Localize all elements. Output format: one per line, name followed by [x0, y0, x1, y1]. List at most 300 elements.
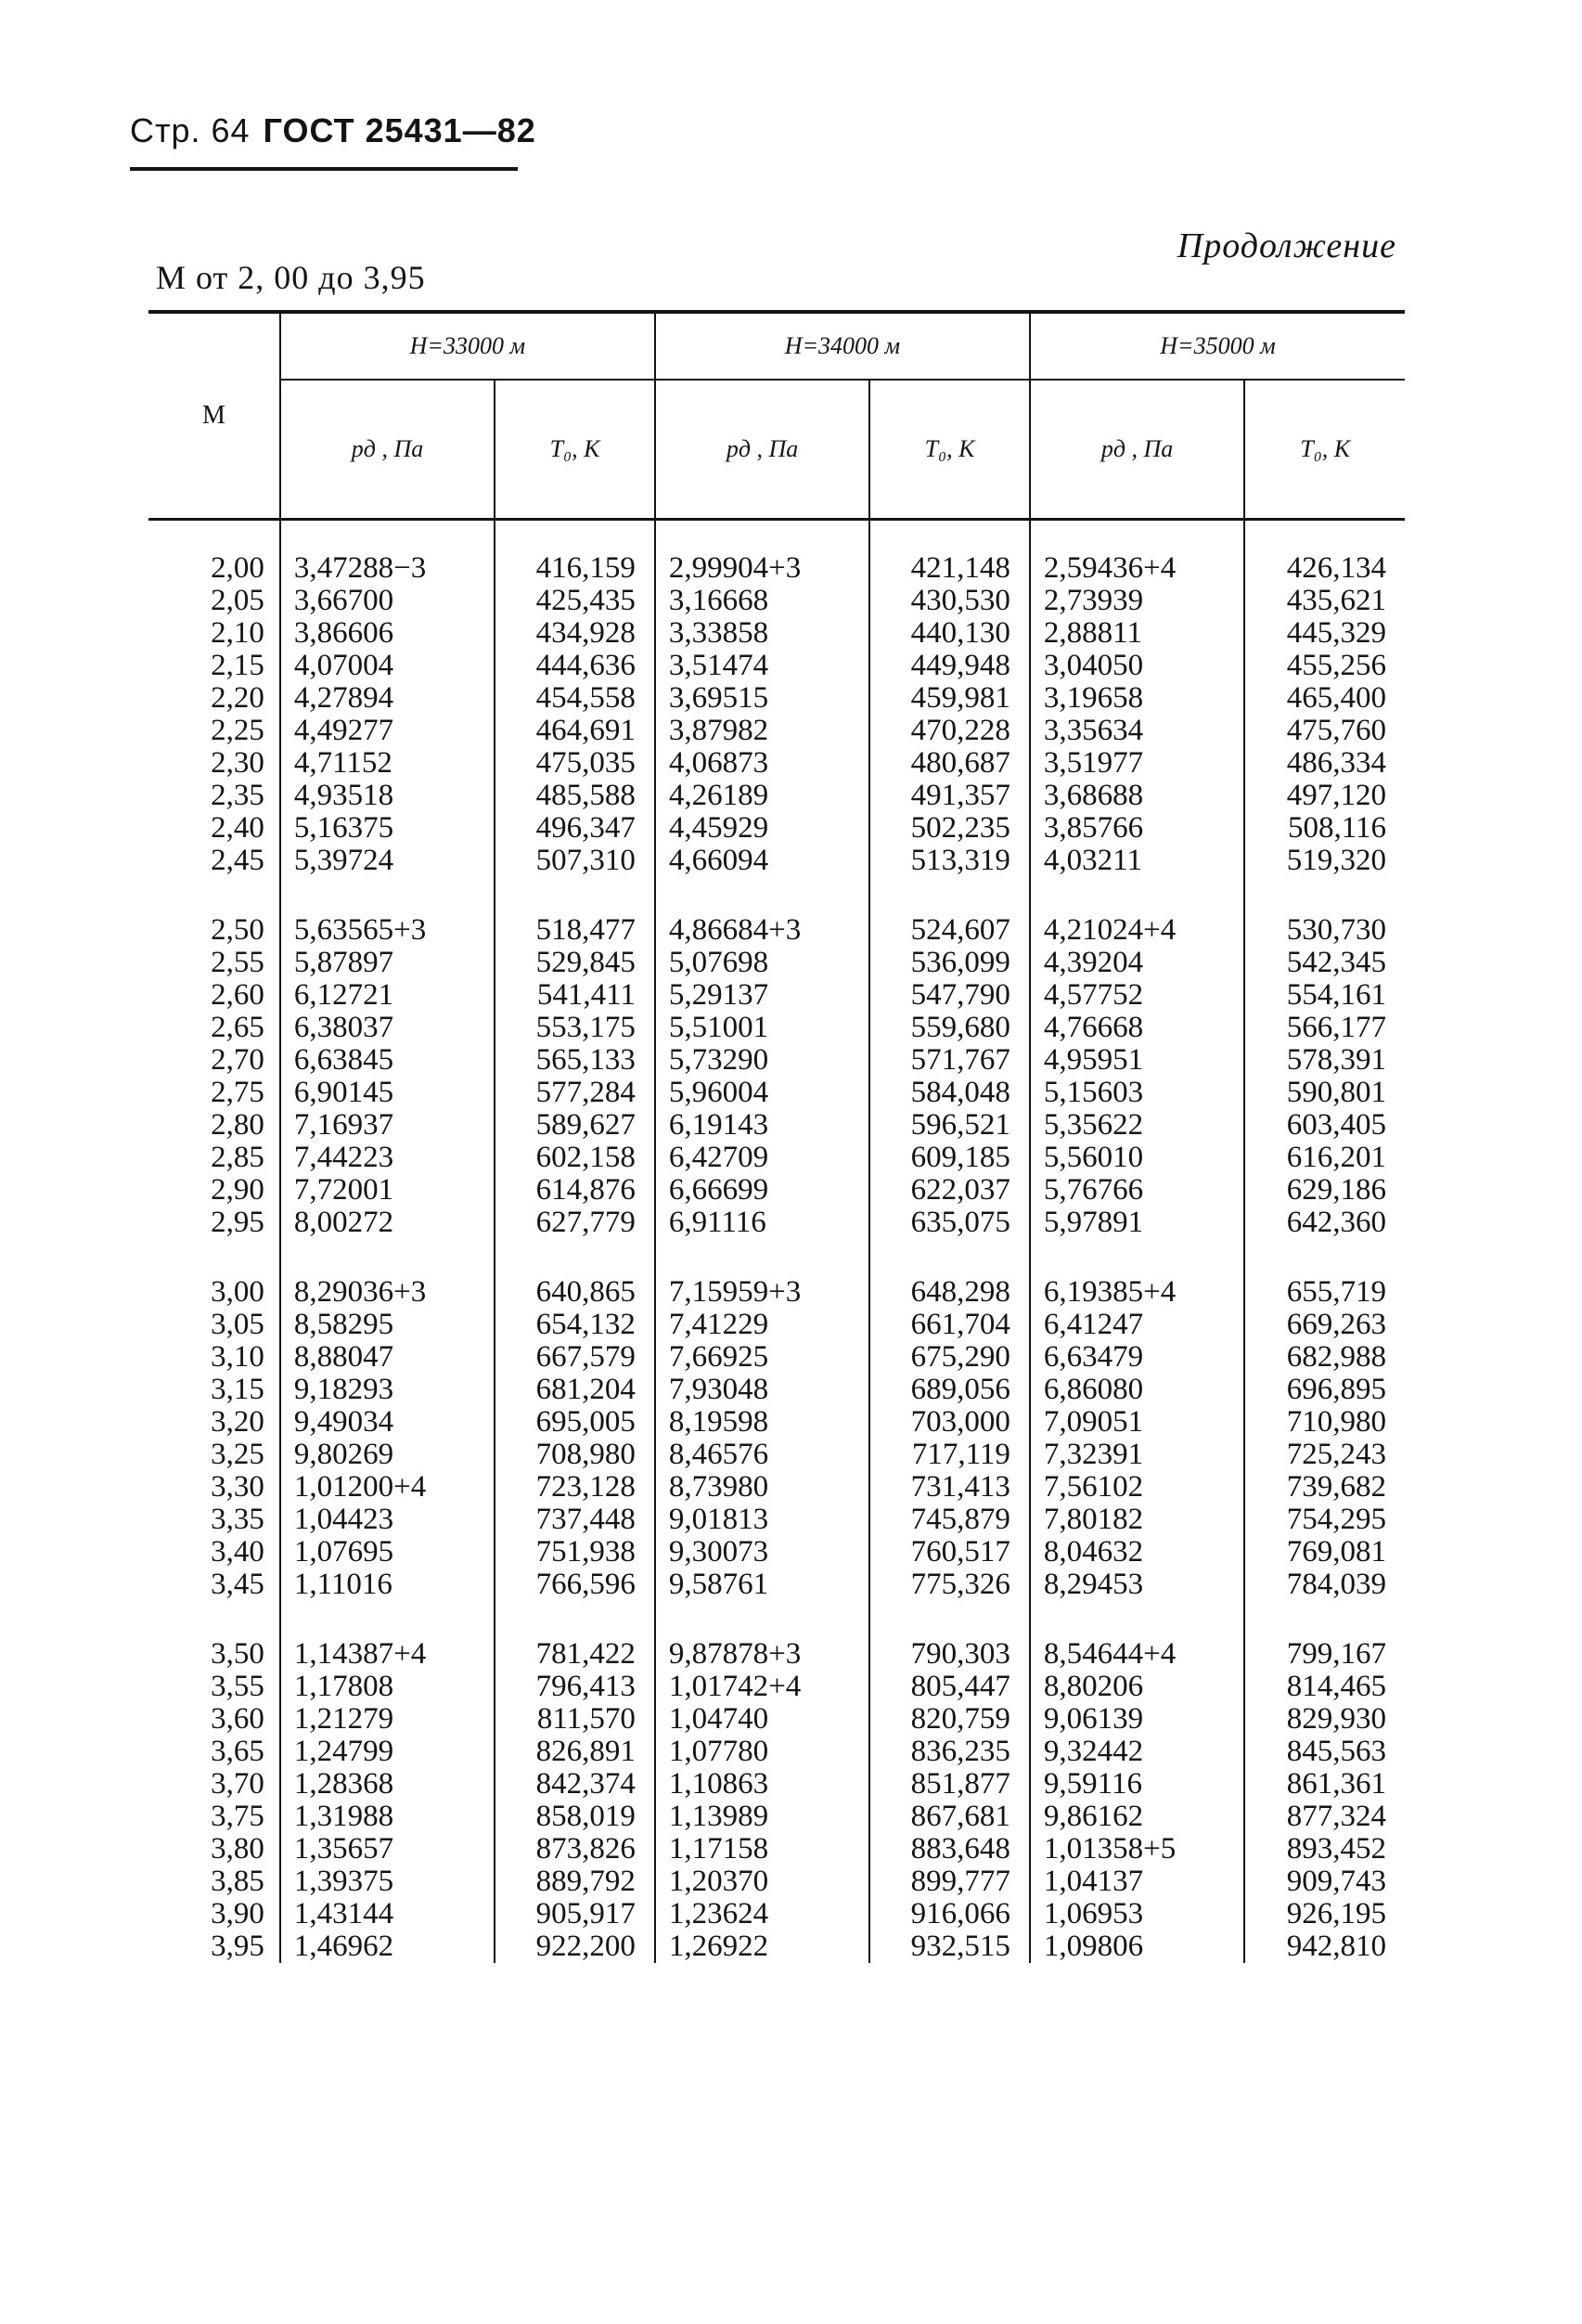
temperature-cell-34000: 502,235 — [869, 812, 1030, 845]
pressure-cell-33000: 7,44223 — [280, 1142, 495, 1174]
temperature-cell-34000: 584,048 — [869, 1077, 1030, 1109]
pressure-cell-33000: 8,58295 — [280, 1309, 495, 1341]
pressure-cell-35000: 8,80206 — [1030, 1671, 1244, 1703]
spacer-cell — [148, 520, 280, 553]
pressure-cell-33000: 8,00272 — [280, 1207, 495, 1239]
temperature-cell-33000: 518,477 — [495, 877, 655, 947]
table-row — [148, 1142, 1405, 1174]
table-spacer-row — [148, 520, 1405, 553]
pressure-cell-33000: 4,49277 — [280, 715, 495, 747]
pressure-cell-33000: 1,21279 — [280, 1703, 495, 1736]
atmosphere-table — [148, 310, 1405, 1963]
temperature-cell-34000: 459,981 — [869, 682, 1030, 715]
temperature-header: T₀, К — [869, 380, 1030, 520]
table-row — [148, 877, 1405, 947]
temperature-cell-34000: 916,066 — [869, 1898, 1030, 1930]
temperature-cell-33000: 681,204 — [495, 1374, 655, 1406]
temperature-cell-33000: 589,627 — [495, 1109, 655, 1142]
pressure-cell-34000: 5,73290 — [655, 1044, 869, 1077]
pressure-cell-35000: 7,80182 — [1030, 1504, 1244, 1536]
mach-cell: 2,85 — [211, 1141, 264, 1174]
temperature-cell-35000: 435,621 — [1244, 585, 1405, 617]
pressure-cell-35000: 3,19658 — [1030, 682, 1244, 715]
table-row — [148, 1406, 1405, 1439]
temperature-cell-33000: 811,570 — [495, 1703, 655, 1736]
mach-cell: 3,40 — [211, 1535, 264, 1569]
table-row — [148, 979, 1405, 1012]
temperature-cell-34000: 731,413 — [869, 1471, 1030, 1504]
table-row — [148, 715, 1405, 747]
pressure-header: pд , Па — [655, 380, 869, 520]
mach-cell: 3,15 — [211, 1373, 264, 1406]
table-row — [148, 585, 1405, 617]
table-row — [148, 1736, 1405, 1768]
pressure-cell-35000: 2,59436+4 — [1030, 552, 1244, 585]
pressure-cell-35000: 1,01358+5 — [1030, 1833, 1244, 1866]
temperature-cell-35000: 475,760 — [1244, 715, 1405, 747]
pressure-cell-35000: 2,73939 — [1030, 585, 1244, 617]
temperature-cell-35000: 739,682 — [1244, 1471, 1405, 1504]
temperature-cell-33000: 416,159 — [495, 552, 655, 585]
temperature-cell-33000: 464,691 — [495, 715, 655, 747]
temperature-cell-35000: 465,400 — [1244, 682, 1405, 715]
pressure-cell-33000: 5,16375 — [280, 812, 495, 845]
temperature-cell-34000: 440,130 — [869, 617, 1030, 650]
temperature-cell-34000: 536,099 — [869, 947, 1030, 979]
temperature-cell-34000: 851,877 — [869, 1768, 1030, 1801]
pressure-cell-33000: 4,93518 — [280, 780, 495, 812]
table-row — [148, 1671, 1405, 1703]
pressure-cell-34000: 7,15959+3 — [655, 1239, 869, 1309]
pressure-cell-35000: 3,85766 — [1030, 812, 1244, 845]
mach-cell: 2,20 — [211, 681, 264, 715]
spacer-cell — [280, 520, 495, 553]
pressure-cell-35000: 4,95951 — [1030, 1044, 1244, 1077]
pressure-cell-33000: 1,24799 — [280, 1736, 495, 1768]
pressure-cell-33000: 6,12721 — [280, 979, 495, 1012]
pressure-cell-34000: 1,04740 — [655, 1703, 869, 1736]
pressure-cell-34000: 5,07698 — [655, 947, 869, 979]
pressure-cell-33000: 9,80269 — [280, 1439, 495, 1471]
temperature-header: T₀, К — [1244, 380, 1405, 520]
temperature-cell-33000: 485,588 — [495, 780, 655, 812]
pressure-cell-34000: 7,66925 — [655, 1341, 869, 1374]
pressure-cell-33000: 1,43144 — [280, 1898, 495, 1930]
mach-cell: 2,40 — [211, 811, 264, 845]
temperature-cell-33000: 627,779 — [495, 1207, 655, 1239]
temperature-cell-34000: 596,521 — [869, 1109, 1030, 1142]
pressure-cell-35000: 3,35634 — [1030, 715, 1244, 747]
pressure-cell-34000: 6,19143 — [655, 1109, 869, 1142]
pressure-cell-35000: 8,54644+4 — [1030, 1601, 1244, 1671]
temperature-cell-34000: 648,298 — [869, 1239, 1030, 1309]
mach-cell: 2,60 — [211, 978, 264, 1012]
mach-cell: 3,55 — [211, 1670, 264, 1703]
pressure-cell-34000: 5,96004 — [655, 1077, 869, 1109]
temperature-cell-33000: 454,558 — [495, 682, 655, 715]
temperature-cell-34000: 703,000 — [869, 1406, 1030, 1439]
pressure-cell-35000: 7,09051 — [1030, 1406, 1244, 1439]
pressure-cell-34000: 4,26189 — [655, 780, 869, 812]
mach-column-header: М — [148, 312, 280, 520]
pressure-cell-33000: 4,27894 — [280, 682, 495, 715]
temperature-cell-35000: 542,345 — [1244, 947, 1405, 979]
pressure-cell-33000: 4,07004 — [280, 650, 495, 682]
pressure-cell-34000: 7,41229 — [655, 1309, 869, 1341]
pressure-cell-35000: 3,04050 — [1030, 650, 1244, 682]
pressure-cell-34000: 1,26922 — [655, 1930, 869, 1963]
spacer-cell — [655, 520, 869, 553]
mach-cell: 2,45 — [211, 844, 264, 877]
pressure-cell-35000: 1,09806 — [1030, 1930, 1244, 1963]
table-row — [148, 1866, 1405, 1898]
pressure-cell-33000: 9,18293 — [280, 1374, 495, 1406]
temperature-cell-33000: 507,310 — [495, 845, 655, 877]
mach-cell: 2,30 — [211, 746, 264, 780]
mach-cell: 3,65 — [211, 1735, 264, 1768]
temperature-cell-33000: 475,035 — [495, 747, 655, 780]
temperature-cell-34000: 820,759 — [869, 1703, 1030, 1736]
table-row — [148, 1239, 1405, 1309]
pressure-cell-34000: 6,91116 — [655, 1207, 869, 1239]
pressure-cell-33000: 3,86606 — [280, 617, 495, 650]
pressure-cell-35000: 4,21024+4 — [1030, 877, 1244, 947]
temperature-cell-35000: 519,320 — [1244, 845, 1405, 877]
pressure-cell-34000: 1,10863 — [655, 1768, 869, 1801]
temperature-cell-35000: 590,801 — [1244, 1077, 1405, 1109]
temperature-cell-33000: 565,133 — [495, 1044, 655, 1077]
temperature-cell-35000: 629,186 — [1244, 1174, 1405, 1207]
pressure-cell-34000: 1,13989 — [655, 1801, 869, 1833]
temperature-cell-34000: 661,704 — [869, 1309, 1030, 1341]
temperature-cell-33000: 781,422 — [495, 1601, 655, 1671]
altitude-header-33000: H=33000 м — [280, 312, 655, 380]
temperature-cell-35000: 616,201 — [1244, 1142, 1405, 1174]
temperature-cell-33000: 889,792 — [495, 1866, 655, 1898]
temperature-cell-35000: 861,361 — [1244, 1768, 1405, 1801]
temperature-cell-33000: 922,200 — [495, 1930, 655, 1963]
temperature-cell-33000: 766,596 — [495, 1569, 655, 1601]
temperature-cell-35000: 426,134 — [1244, 552, 1405, 585]
pressure-cell-35000: 6,19385+4 — [1030, 1239, 1244, 1309]
spacer-cell — [869, 520, 1030, 553]
temperature-cell-35000: 696,895 — [1244, 1374, 1405, 1406]
temperature-cell-33000: 541,411 — [495, 979, 655, 1012]
temperature-cell-35000: 445,329 — [1244, 617, 1405, 650]
pressure-cell-33000: 7,16937 — [280, 1109, 495, 1142]
pressure-cell-35000: 6,41247 — [1030, 1309, 1244, 1341]
table-row — [148, 947, 1405, 979]
temperature-cell-35000: 754,295 — [1244, 1504, 1405, 1536]
pressure-cell-34000: 6,42709 — [655, 1142, 869, 1174]
pressure-cell-34000: 2,99904+3 — [655, 552, 869, 585]
temperature-cell-35000: 554,161 — [1244, 979, 1405, 1012]
pressure-cell-35000: 6,86080 — [1030, 1374, 1244, 1406]
table-row — [148, 1309, 1405, 1341]
temperature-cell-33000: 553,175 — [495, 1012, 655, 1044]
pressure-cell-33000: 8,29036+3 — [280, 1239, 495, 1309]
temperature-cell-34000: 609,185 — [869, 1142, 1030, 1174]
temperature-cell-33000: 737,448 — [495, 1504, 655, 1536]
pressure-cell-33000: 1,01200+4 — [280, 1471, 495, 1504]
altitude-header-35000: H=35000 м — [1030, 312, 1405, 380]
mach-cell: 3,25 — [211, 1438, 264, 1471]
pressure-cell-35000: 9,06139 — [1030, 1703, 1244, 1736]
temperature-cell-35000: 799,167 — [1244, 1601, 1405, 1671]
mach-cell: 2,25 — [211, 714, 264, 747]
temperature-cell-35000: 682,988 — [1244, 1341, 1405, 1374]
pressure-cell-34000: 1,23624 — [655, 1898, 869, 1930]
temperature-cell-35000: 829,930 — [1244, 1703, 1405, 1736]
temperature-cell-33000: 577,284 — [495, 1077, 655, 1109]
temperature-cell-33000: 695,005 — [495, 1406, 655, 1439]
mach-cell: 3,75 — [211, 1800, 264, 1833]
temperature-cell-35000: 814,465 — [1244, 1671, 1405, 1703]
table-row — [148, 812, 1405, 845]
pressure-cell-34000: 4,66094 — [655, 845, 869, 877]
temperature-cell-34000: 775,326 — [869, 1569, 1030, 1601]
table-row — [148, 552, 1405, 585]
temperature-cell-34000: 480,687 — [869, 747, 1030, 780]
temperature-cell-33000: 444,636 — [495, 650, 655, 682]
pressure-cell-35000: 9,59116 — [1030, 1768, 1244, 1801]
temperature-cell-33000: 708,980 — [495, 1439, 655, 1471]
table-row — [148, 747, 1405, 780]
temperature-cell-35000: 497,120 — [1244, 780, 1405, 812]
temperature-cell-33000: 602,158 — [495, 1142, 655, 1174]
temperature-cell-35000: 508,116 — [1244, 812, 1405, 845]
pressure-cell-34000: 4,86684+3 — [655, 877, 869, 947]
table-row — [148, 1174, 1405, 1207]
table-row — [148, 1341, 1405, 1374]
mach-cell: 3,70 — [211, 1767, 264, 1801]
temperature-cell-34000: 717,119 — [869, 1439, 1030, 1471]
table-row — [148, 1439, 1405, 1471]
temperature-cell-34000: 899,777 — [869, 1866, 1030, 1898]
pressure-cell-35000: 8,29453 — [1030, 1569, 1244, 1601]
temperature-cell-33000: 826,891 — [495, 1736, 655, 1768]
pressure-cell-34000: 9,87878+3 — [655, 1601, 869, 1671]
pressure-cell-33000: 1,39375 — [280, 1866, 495, 1898]
pressure-cell-33000: 6,63845 — [280, 1044, 495, 1077]
temperature-cell-35000: 530,730 — [1244, 877, 1405, 947]
pressure-cell-33000: 8,88047 — [280, 1341, 495, 1374]
temperature-cell-34000: 867,681 — [869, 1801, 1030, 1833]
range-caption: М от 2, 00 до 3,95 — [156, 259, 426, 296]
mach-cell: 3,90 — [211, 1897, 264, 1930]
continuation-label: Продолжение — [1177, 226, 1396, 265]
temperature-cell-34000: 571,767 — [869, 1044, 1030, 1077]
temperature-cell-35000: 845,563 — [1244, 1736, 1405, 1768]
pressure-cell-35000: 5,15603 — [1030, 1077, 1244, 1109]
pressure-cell-35000: 1,06953 — [1030, 1898, 1244, 1930]
pressure-cell-35000: 5,56010 — [1030, 1142, 1244, 1174]
table-row — [148, 1703, 1405, 1736]
temperature-cell-33000: 654,132 — [495, 1309, 655, 1341]
pressure-cell-33000: 1,31988 — [280, 1801, 495, 1833]
table-row — [148, 1109, 1405, 1142]
mach-cell: 3,45 — [211, 1568, 264, 1601]
mach-cell: 3,30 — [211, 1470, 264, 1504]
pressure-cell-35000: 9,32442 — [1030, 1736, 1244, 1768]
pressure-cell-34000: 3,69515 — [655, 682, 869, 715]
temperature-cell-35000: 710,980 — [1244, 1406, 1405, 1439]
table-row — [148, 1768, 1405, 1801]
temperature-cell-34000: 675,290 — [869, 1341, 1030, 1374]
temperature-cell-34000: 932,515 — [869, 1930, 1030, 1963]
pressure-cell-34000: 6,66699 — [655, 1174, 869, 1207]
pressure-cell-34000: 9,58761 — [655, 1569, 869, 1601]
table-row — [148, 682, 1405, 715]
pressure-cell-35000: 8,04632 — [1030, 1536, 1244, 1569]
temperature-cell-34000: 470,228 — [869, 715, 1030, 747]
table-row — [148, 1504, 1405, 1536]
table-row — [148, 845, 1405, 877]
mach-cell: 3,80 — [211, 1832, 264, 1866]
pressure-cell-34000: 8,19598 — [655, 1406, 869, 1439]
pressure-cell-33000: 1,14387+4 — [280, 1601, 495, 1671]
temperature-cell-35000: 655,719 — [1244, 1239, 1405, 1309]
pressure-cell-34000: 3,16668 — [655, 585, 869, 617]
table-row — [148, 1569, 1405, 1601]
table-row — [148, 1044, 1405, 1077]
temperature-cell-35000: 578,391 — [1244, 1044, 1405, 1077]
pressure-header: pд , Па — [280, 380, 495, 520]
temperature-cell-34000: 745,879 — [869, 1504, 1030, 1536]
pressure-cell-35000: 3,68688 — [1030, 780, 1244, 812]
pressure-cell-34000: 3,33858 — [655, 617, 869, 650]
mach-cell: 3,20 — [211, 1405, 264, 1439]
temperature-cell-34000: 524,607 — [869, 877, 1030, 947]
mach-cell: 2,80 — [211, 1108, 264, 1142]
temperature-cell-34000: 449,948 — [869, 650, 1030, 682]
temperature-cell-34000: 421,148 — [869, 552, 1030, 585]
temperature-cell-33000: 751,938 — [495, 1536, 655, 1569]
pressure-cell-35000: 1,04137 — [1030, 1866, 1244, 1898]
spacer-cell — [1030, 520, 1244, 553]
temperature-cell-35000: 893,452 — [1244, 1833, 1405, 1866]
pressure-cell-33000: 4,71152 — [280, 747, 495, 780]
pressure-cell-33000: 1,28368 — [280, 1768, 495, 1801]
temperature-cell-35000: 455,256 — [1244, 650, 1405, 682]
mach-cell: 3,95 — [211, 1930, 264, 1963]
temperature-cell-33000: 858,019 — [495, 1801, 655, 1833]
pressure-cell-33000: 5,63565+3 — [280, 877, 495, 947]
table-row — [148, 1077, 1405, 1109]
pressure-cell-34000: 7,93048 — [655, 1374, 869, 1406]
page-number: Стр. 64 — [130, 111, 251, 149]
mach-cell: 2,75 — [211, 1076, 264, 1109]
pressure-cell-33000: 3,47288−3 — [280, 552, 495, 585]
header-underline — [130, 167, 518, 171]
temperature-cell-34000: 805,447 — [869, 1671, 1030, 1703]
pressure-cell-33000: 1,07695 — [280, 1536, 495, 1569]
pressure-cell-35000: 7,32391 — [1030, 1439, 1244, 1471]
pressure-cell-34000: 4,06873 — [655, 747, 869, 780]
pressure-cell-35000: 7,56102 — [1030, 1471, 1244, 1504]
pressure-cell-34000: 1,07780 — [655, 1736, 869, 1768]
temperature-cell-33000: 905,917 — [495, 1898, 655, 1930]
pressure-cell-34000: 8,73980 — [655, 1471, 869, 1504]
temperature-cell-35000: 909,743 — [1244, 1866, 1405, 1898]
temperature-cell-34000: 836,235 — [869, 1736, 1030, 1768]
temperature-cell-35000: 603,405 — [1244, 1109, 1405, 1142]
temperature-cell-35000: 926,195 — [1244, 1898, 1405, 1930]
pressure-cell-33000: 5,87897 — [280, 947, 495, 979]
pressure-cell-35000: 4,39204 — [1030, 947, 1244, 979]
table-row — [148, 1207, 1405, 1239]
pressure-cell-34000: 1,01742+4 — [655, 1671, 869, 1703]
temperature-cell-34000: 547,790 — [869, 979, 1030, 1012]
temperature-cell-35000: 942,810 — [1244, 1930, 1405, 1963]
page-header — [130, 111, 536, 150]
table-row — [148, 1374, 1405, 1406]
temperature-cell-33000: 529,845 — [495, 947, 655, 979]
pressure-cell-35000: 3,51977 — [1030, 747, 1244, 780]
temperature-cell-33000: 640,865 — [495, 1239, 655, 1309]
temperature-cell-34000: 790,303 — [869, 1601, 1030, 1671]
mach-cell: 3,10 — [211, 1340, 264, 1374]
mach-cell: 2,65 — [211, 1011, 264, 1044]
spacer-cell — [1244, 520, 1405, 553]
table-row — [148, 1012, 1405, 1044]
temperature-cell-34000: 430,530 — [869, 585, 1030, 617]
temperature-cell-34000: 513,319 — [869, 845, 1030, 877]
temperature-cell-33000: 842,374 — [495, 1768, 655, 1801]
table-row — [148, 1601, 1405, 1671]
pressure-cell-33000: 3,66700 — [280, 585, 495, 617]
pressure-cell-33000: 6,90145 — [280, 1077, 495, 1109]
table-row — [148, 1801, 1405, 1833]
pressure-cell-33000: 9,49034 — [280, 1406, 495, 1439]
temperature-header: T₀, К — [495, 380, 655, 520]
table-row — [148, 780, 1405, 812]
pressure-cell-34000: 5,29137 — [655, 979, 869, 1012]
mach-cell: 3,50 — [211, 1637, 264, 1671]
pressure-cell-34000: 1,17158 — [655, 1833, 869, 1866]
pressure-header: pд , Па — [1030, 380, 1244, 520]
temperature-cell-35000: 642,360 — [1244, 1207, 1405, 1239]
pressure-cell-35000: 5,97891 — [1030, 1207, 1244, 1239]
temperature-cell-34000: 622,037 — [869, 1174, 1030, 1207]
temperature-cell-35000: 486,334 — [1244, 747, 1405, 780]
pressure-cell-33000: 1,11016 — [280, 1569, 495, 1601]
pressure-cell-33000: 5,39724 — [280, 845, 495, 877]
temperature-cell-33000: 434,928 — [495, 617, 655, 650]
mach-cell: 2,00 — [211, 551, 264, 585]
standard-code: ГОСТ 25431—82 — [263, 111, 536, 149]
mach-cell: 3,60 — [211, 1702, 264, 1736]
table-row — [148, 1930, 1405, 1963]
mach-cell: 2,05 — [211, 584, 264, 617]
pressure-cell-33000: 1,17808 — [280, 1671, 495, 1703]
temperature-cell-33000: 723,128 — [495, 1471, 655, 1504]
table-row — [148, 1833, 1405, 1866]
pressure-cell-34000: 9,30073 — [655, 1536, 869, 1569]
pressure-cell-35000: 6,63479 — [1030, 1341, 1244, 1374]
table-row — [148, 617, 1405, 650]
pressure-cell-34000: 1,20370 — [655, 1866, 869, 1898]
table-body — [148, 520, 1405, 1964]
temperature-cell-35000: 784,039 — [1244, 1569, 1405, 1601]
pressure-cell-34000: 4,45929 — [655, 812, 869, 845]
temperature-cell-33000: 496,347 — [495, 812, 655, 845]
temperature-cell-34000: 491,357 — [869, 780, 1030, 812]
mach-cell: 2,55 — [211, 946, 264, 979]
mach-cell: 2,95 — [211, 1206, 264, 1239]
pressure-cell-34000: 8,46576 — [655, 1439, 869, 1471]
pressure-cell-34000: 5,51001 — [655, 1012, 869, 1044]
